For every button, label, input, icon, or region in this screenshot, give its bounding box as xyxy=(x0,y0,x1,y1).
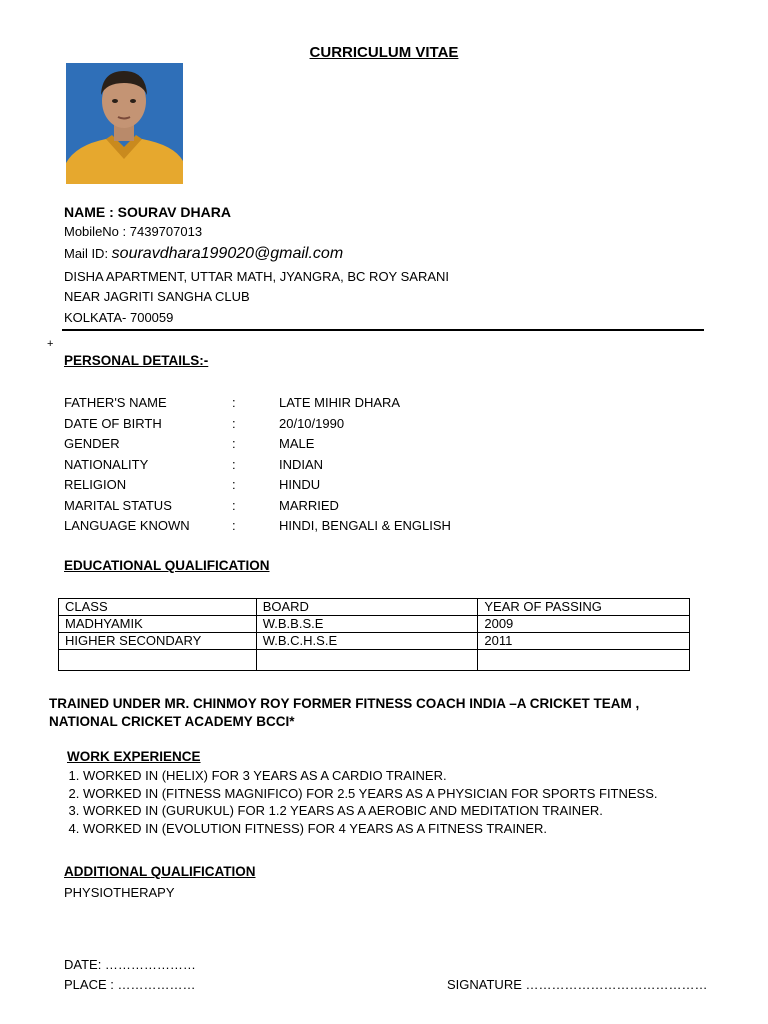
table-cell: HIGHER SECONDARY xyxy=(59,633,257,650)
candidate-name: NAME : SOURAV DHARA xyxy=(64,204,231,220)
horizontal-divider xyxy=(62,329,704,331)
address-line-3: KOLKATA- 700059 xyxy=(64,310,174,325)
personal-key: RELIGION xyxy=(64,477,127,492)
list-item: 2. WORKED IN (FITNESS MAGNIFICO) FOR 2.5 YEARS AS A PHYSICIAN FOR SPORTS FITNESS. xyxy=(83,785,658,803)
table-header-cell: YEAR OF PASSING xyxy=(478,599,690,616)
table-row xyxy=(59,650,690,671)
table-row xyxy=(59,616,690,633)
work-experience-list xyxy=(40,767,658,838)
table-cell: MADHYAMIK xyxy=(59,616,257,633)
additional-qualification-heading: ADDITIONAL QUALIFICATION xyxy=(64,864,256,879)
table-cell xyxy=(59,650,257,671)
work-experience-heading: WORK EXPERIENCE xyxy=(67,749,201,764)
education-heading: EDUCATIONAL QUALIFICATION xyxy=(64,558,270,573)
table-header-cell: BOARD xyxy=(256,599,478,616)
table-cell: 2009 xyxy=(478,616,690,633)
place-field: PLACE : ……………… xyxy=(64,977,196,992)
list-item: 1. WORKED IN (HELIX) FOR 3 YEARS AS A CARDIO TRAINER. xyxy=(83,767,658,785)
education-table xyxy=(58,598,690,671)
date-field: DATE: ………………… xyxy=(64,957,196,972)
page-title: CURRICULUM VITAE xyxy=(309,44,459,61)
colon: : xyxy=(232,518,236,533)
table-row xyxy=(59,633,690,650)
table-header-cell: CLASS xyxy=(59,599,257,616)
mail-id xyxy=(64,245,343,263)
training-statement: TRAINED UNDER MR. CHINMOY ROY FORMER FITNESS COACH INDIA –A CRICKET TEAM , NATIONAL CRICKET ACADEMY BCCI* xyxy=(49,696,640,729)
personal-key: DATE OF BIRTH xyxy=(64,416,162,431)
colon: : xyxy=(232,416,236,431)
address-line-1: DISHA APARTMENT, UTTAR MATH, JYANGRA, BC ROY SARANI xyxy=(64,269,450,284)
person-portrait-icon xyxy=(66,63,183,184)
personal-key: FATHER'S NAME xyxy=(64,395,167,410)
personal-key: LANGUAGE KNOWN xyxy=(64,518,190,533)
colon: : xyxy=(232,498,236,513)
plus-mark: + xyxy=(47,338,54,350)
mobile-number: MobileNo : 7439707013 xyxy=(64,224,203,239)
colon: : xyxy=(232,395,236,410)
table-cell: W.B.C.H.S.E xyxy=(256,633,478,650)
personal-value: LATE MIHIR DHARA xyxy=(279,395,401,410)
personal-value: HINDU xyxy=(279,477,321,492)
colon: : xyxy=(232,457,236,472)
colon: : xyxy=(232,477,236,492)
profile-photo xyxy=(66,63,183,184)
additional-qualification-value: PHYSIOTHERAPY xyxy=(64,885,175,900)
personal-details-heading: PERSONAL DETAILS:- xyxy=(64,353,209,368)
address-line-2: NEAR JAGRITI SANGHA CLUB xyxy=(64,289,250,304)
personal-value: 20/10/1990 xyxy=(279,416,345,431)
personal-key: NATIONALITY xyxy=(64,457,149,472)
signature-field: SIGNATURE …………………………………… xyxy=(447,977,708,992)
personal-key: MARITAL STATUS xyxy=(64,498,172,513)
personal-key: GENDER xyxy=(64,436,120,451)
table-cell: 2011 xyxy=(478,633,690,650)
table-cell: W.B.B.S.E xyxy=(256,616,478,633)
table-cell xyxy=(478,650,690,671)
personal-value: MALE xyxy=(279,436,315,451)
mail-label: Mail ID: xyxy=(64,246,112,261)
personal-value: HINDI, BENGALI & ENGLISH xyxy=(279,518,451,533)
table-header-row xyxy=(59,599,690,616)
mail-address: souravdhara199020@gmail.com xyxy=(111,245,344,262)
list-item: 4. WORKED IN (EVOLUTION FITNESS) FOR 4 YEARS AS A FITNESS TRAINER. xyxy=(83,820,658,838)
list-item: 3. WORKED IN (GURUKUL) FOR 1.2 YEARS AS A AEROBIC AND MEDITATION TRAINER. xyxy=(83,802,658,820)
personal-value: INDIAN xyxy=(279,457,324,472)
colon: : xyxy=(232,436,236,451)
table-cell xyxy=(256,650,478,671)
personal-value: MARRIED xyxy=(279,498,339,513)
